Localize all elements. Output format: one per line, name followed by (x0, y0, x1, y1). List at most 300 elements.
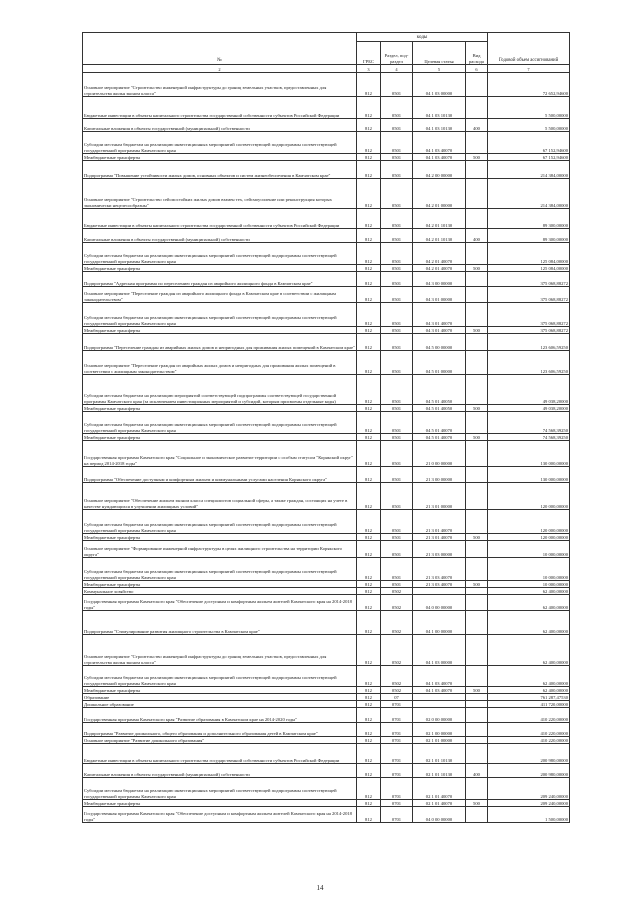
table-row (83, 635, 570, 666)
row-target-article: 21 0 00 00000 (413, 441, 466, 467)
row-sum: 209 240,00000 (488, 778, 570, 800)
row-sum: 10 000,00000 (488, 558, 570, 581)
row-section: 0501 (381, 541, 413, 558)
row-section: 0501 (381, 243, 413, 265)
row-expense-type (466, 744, 488, 764)
row-name: Капитальные вложения в объекты государственной (муниципальной) собственности (83, 764, 357, 778)
table-row (83, 375, 570, 405)
row-grbs: 812 (357, 73, 381, 97)
row-section: 0501 (381, 73, 413, 97)
row-grbs: 812 (357, 744, 381, 764)
row-expense-type: 500 (466, 265, 488, 272)
row-section: 0701 (381, 778, 413, 800)
row-expense-type: 500 (466, 154, 488, 161)
budget-table (82, 32, 570, 823)
table-row (83, 154, 570, 161)
row-section: 0701 (381, 708, 413, 723)
row-name: Субсидии местным бюджетам на реализацию инвестиционных мероприятий соответствующей подпрограммы соответствующей государственной программы Камчатского края (83, 666, 357, 687)
row-target-article: 04 2 01 00000 (413, 179, 466, 209)
row-sum: 74 568,39250 (488, 434, 570, 441)
table-row (83, 334, 570, 351)
row-expense-type (466, 483, 488, 510)
row-sum: 120 000,00000 (488, 534, 570, 541)
row-expense-type (466, 132, 488, 154)
table-row (83, 701, 570, 708)
table-row (83, 243, 570, 265)
table-row (83, 611, 570, 635)
table-row (83, 303, 570, 327)
row-sum: 200 980,00000 (488, 744, 570, 764)
row-expense-type (466, 441, 488, 467)
row-expense-type: 500 (466, 434, 488, 441)
row-name: Основное мероприятие "Переселение граждан из аварийного жилищного фонда в Камчатском крае в соответствии с жилищным законодательством" (83, 287, 357, 303)
row-sum: 62 400,00000 (488, 666, 570, 687)
row-grbs: 812 (357, 778, 381, 800)
row-name: Капитальные вложения в объекты государственной (муниципальной) собственности (83, 229, 357, 243)
row-sum: 10 000,00000 (488, 581, 570, 588)
row-sum: 200 980,00000 (488, 764, 570, 778)
row-target-article: 02 1 01 10130 (413, 744, 466, 764)
row-sum: 67 152,94600 (488, 154, 570, 161)
table-row (83, 666, 570, 687)
row-grbs: 812 (357, 764, 381, 778)
row-name: Межбюджетные трансферты (83, 327, 357, 334)
row-name: Межбюджетные трансферты (83, 434, 357, 441)
row-section: 0502 (381, 635, 413, 666)
row-sum: 62 400,00000 (488, 588, 570, 595)
row-expense-type (466, 541, 488, 558)
row-target-article (413, 588, 466, 595)
row-expense-type: 500 (466, 800, 488, 807)
table-row (83, 534, 570, 541)
row-expense-type (466, 694, 488, 701)
table-row (83, 510, 570, 534)
row-target-article: 04 5 01 40050 (413, 405, 466, 412)
row-sum: 10 000,00000 (488, 541, 570, 558)
row-target-article: 21 3 01 40070 (413, 534, 466, 541)
row-section: 0701 (381, 744, 413, 764)
row-section: 0701 (381, 800, 413, 807)
row-sum: 411 720,00000 (488, 701, 570, 708)
row-name: Государственная программа Камчатского края "Социальное и экономическое развитие территории с особым статусом "Корякский округ" на период 2014-2018 годы" (83, 441, 357, 467)
row-target-article: 04 0 00 00000 (413, 807, 466, 823)
row-sum: 67 152,94600 (488, 132, 570, 154)
row-expense-type (466, 708, 488, 723)
row-sum: 410 220,00000 (488, 737, 570, 744)
row-name: Основное мероприятие "Строительство сейсмостойких жилых домов взамен тех, сейсмоусиление или реконструкция которых экономически нецелесообразны" (83, 179, 357, 209)
table-row (83, 558, 570, 581)
row-sum: 125 084,00000 (488, 243, 570, 265)
row-expense-type (466, 73, 488, 97)
row-name: Основное мероприятие "Строительство инженерной инфраструктуры до границ земельных участков, предоставленных для строительства жилья эконом класса" (83, 73, 357, 97)
row-grbs: 812 (357, 272, 381, 287)
row-section: 0501 (381, 303, 413, 327)
table-row (83, 708, 570, 723)
row-sum: 761 287,47530 (488, 694, 570, 701)
row-grbs: 812 (357, 209, 381, 229)
table-row (83, 434, 570, 441)
row-target-article: 04 3 01 40070 (413, 327, 466, 334)
header-section: Раздел, под- раздел (381, 42, 413, 65)
row-section: 0501 (381, 209, 413, 229)
row-target-article: 02 1 01 00000 (413, 737, 466, 744)
row-target-article: 04 1 00 00000 (413, 611, 466, 635)
row-expense-type: 500 (466, 405, 488, 412)
row-grbs: 812 (357, 179, 381, 209)
row-expense-type (466, 351, 488, 375)
row-sum: 209 240,00000 (488, 800, 570, 807)
column-index: 2 (83, 65, 357, 73)
row-sum: 5 500,00000 (488, 97, 570, 119)
row-section: 0502 (381, 611, 413, 635)
row-name: Подпрограмма "Обеспечение доступным и комфортным жильем и коммунальными услугами населения Корякского округа" (83, 467, 357, 483)
row-name: Государственная программа Камчатского края "Обеспечение доступным и комфортным жильем жителей Камчатского края на 2014-2018 годы" (83, 807, 357, 823)
row-target-article: 04 1 03 40070 (413, 154, 466, 161)
table-row (83, 588, 570, 595)
row-sum: 410 220,00000 (488, 708, 570, 723)
row-grbs: 812 (357, 97, 381, 119)
header-target-article: Целевая статья (413, 42, 466, 65)
row-name: Бюджетные инвестиции в объекты капитального строительства государственной собственности субъектов Российской Федерации (83, 209, 357, 229)
row-target-article: 04 5 01 40050 (413, 375, 466, 405)
row-grbs: 812 (357, 441, 381, 467)
table-row (83, 287, 570, 303)
row-target-article: 02 1 01 40070 (413, 778, 466, 800)
row-sum: 125 084,00000 (488, 265, 570, 272)
row-section: 0502 (381, 588, 413, 595)
row-target-article: 04 1 03 10130 (413, 119, 466, 132)
row-section: 0701 (381, 764, 413, 778)
row-expense-type (466, 161, 488, 179)
row-sum: 74 568,39250 (488, 412, 570, 434)
row-grbs: 812 (357, 666, 381, 687)
table-row (83, 179, 570, 209)
row-target-article (413, 694, 466, 701)
row-target-article: 21 3 01 40070 (413, 510, 466, 534)
row-name: Межбюджетные трансферты (83, 800, 357, 807)
row-expense-type (466, 737, 488, 744)
column-index: 4 (381, 65, 413, 73)
row-target-article: 02 1 01 40070 (413, 800, 466, 807)
row-expense-type (466, 209, 488, 229)
column-index: 7 (488, 65, 570, 73)
row-grbs: 812 (357, 708, 381, 723)
row-name: Межбюджетные трансферты (83, 405, 357, 412)
row-grbs: 812 (357, 327, 381, 334)
row-name: Межбюджетные трансферты (83, 154, 357, 161)
table-row (83, 412, 570, 434)
row-grbs: 812 (357, 132, 381, 154)
row-expense-type: 500 (466, 581, 488, 588)
row-section: 0501 (381, 154, 413, 161)
row-target-article: 21 3 00 00000 (413, 467, 466, 483)
row-expense-type (466, 807, 488, 823)
row-name: Субсидии местным бюджетам на реализацию инвестиционных мероприятий соответствующей подпрограммы соответствующей государственной программы Камчатского края (83, 303, 357, 327)
row-sum: 89 300,00000 (488, 209, 570, 229)
row-sum: 375 068,88272 (488, 327, 570, 334)
column-index-row (83, 65, 570, 73)
row-target-article: 21 3 03 40070 (413, 581, 466, 588)
table-row (83, 265, 570, 272)
row-section: 0501 (381, 434, 413, 441)
row-target-article: 21 3 03 40070 (413, 558, 466, 581)
row-section: 0701 (381, 807, 413, 823)
row-section: 0502 (381, 595, 413, 611)
row-grbs: 812 (357, 581, 381, 588)
table-row (83, 737, 570, 744)
row-expense-type (466, 723, 488, 737)
row-name: Подпрограмма "Повышение устойчивости жилых домов, основных объектов и систем жизнеобеспечения в Камчатском крае" (83, 161, 357, 179)
row-name: Государственная программа Камчатского края "Развитие образования в Камчатском крае на 2014-2020 годы" (83, 708, 357, 723)
row-expense-type (466, 701, 488, 708)
column-index: 5 (413, 65, 466, 73)
row-name: Коммунальное хозяйство (83, 588, 357, 595)
row-sum: 1 500,00000 (488, 807, 570, 823)
row-grbs: 812 (357, 595, 381, 611)
row-expense-type (466, 412, 488, 434)
row-name: Подпрограмма "Переселение граждан из аварийных жилых домов и непригодных для проживания жилых помещений в Камчатском крае" (83, 334, 357, 351)
row-grbs: 812 (357, 154, 381, 161)
row-grbs: 812 (357, 287, 381, 303)
table-row (83, 97, 570, 119)
row-section: 0501 (381, 581, 413, 588)
page-number: 14 (316, 884, 324, 892)
row-grbs: 812 (357, 800, 381, 807)
row-target-article: 04 3 01 00000 (413, 287, 466, 303)
header-codes: коды (357, 33, 488, 42)
row-section: 0501 (381, 405, 413, 412)
row-expense-type: 400 (466, 119, 488, 132)
row-section: 07 (381, 694, 413, 701)
row-target-article: 02 1 00 00000 (413, 723, 466, 737)
row-target-article: 02 1 01 10130 (413, 764, 466, 778)
row-sum: 123 606,59250 (488, 351, 570, 375)
row-sum: 62 400,00000 (488, 595, 570, 611)
row-section: 0501 (381, 265, 413, 272)
row-grbs: 812 (357, 334, 381, 351)
row-grbs: 812 (357, 161, 381, 179)
row-target-article: 04 2 00 00000 (413, 161, 466, 179)
table-row (83, 694, 570, 701)
header-grbs: ГРБС (357, 42, 381, 65)
row-name: Субсидии местным бюджетам на реализацию инвестиционных мероприятий соответствующей подпрограммы соответствующей государственной программы Камчатского края (83, 558, 357, 581)
row-sum: 62 400,00000 (488, 611, 570, 635)
row-section: 0501 (381, 229, 413, 243)
row-section: 0501 (381, 327, 413, 334)
row-section: 0501 (381, 179, 413, 209)
row-target-article: 04 1 03 00000 (413, 635, 466, 666)
row-expense-type (466, 303, 488, 327)
row-name: Субсидии местным бюджетам на реализацию инвестиционных мероприятий соответствующей подпрограммы соответствующей государственной программы Камчатского края (83, 778, 357, 800)
row-grbs: 812 (357, 588, 381, 595)
row-target-article: 04 1 03 00000 (413, 73, 466, 97)
row-expense-type: 500 (466, 327, 488, 334)
row-target-article: 04 1 03 40070 (413, 666, 466, 687)
row-sum: 5 500,00000 (488, 119, 570, 132)
row-name: Образование (83, 694, 357, 701)
row-name: Основное мероприятие "Формирование инженерной инфраструктуры в целях жилищного строительства на территории Корякского округа" (83, 541, 357, 558)
row-target-article: 04 2 01 10130 (413, 229, 466, 243)
table-row (83, 119, 570, 132)
row-sum: 375 068,88272 (488, 303, 570, 327)
row-expense-type (466, 588, 488, 595)
row-grbs: 812 (357, 375, 381, 405)
row-sum: 49 038,20000 (488, 405, 570, 412)
table-row (83, 483, 570, 510)
row-name: Субсидии местным бюджетам на реализацию инвестиционных мероприятий соответствующей подпрограммы соответствующей государственной программы Камчатского края (83, 132, 357, 154)
row-target-article: 04 5 01 40070 (413, 434, 466, 441)
row-target-article: 04 3 00 00000 (413, 272, 466, 287)
row-sum: 410 220,00000 (488, 723, 570, 737)
row-sum: 62 400,00000 (488, 687, 570, 694)
row-grbs: 812 (357, 558, 381, 581)
row-name: Субсидии местным бюджетам на реализацию инвестиционных мероприятий соответствующей подпрограммы соответствующей государственной программы Камчатского края (83, 243, 357, 265)
row-name: Подпрограмма "Стимулирование развития жилищного строительства в Камчатском крае" (83, 611, 357, 635)
row-target-article: 21 3 03 00000 (413, 541, 466, 558)
row-name: Дошкольное образование (83, 701, 357, 708)
row-expense-type (466, 778, 488, 800)
row-name: Субсидии местным бюджетам на реализацию инвестиционных мероприятий соответствующей подпрограммы соответствующей государственной программы Камчатского края (83, 412, 357, 434)
table-body (83, 65, 570, 823)
row-name: Подпрограмма "Адресная программа по переселению граждан из аварийного жилищного фонда в Камчатском крае" (83, 272, 357, 287)
row-name: Межбюджетные трансферты (83, 687, 357, 694)
row-name: Основное мероприятие "Строительство инженерной инфраструктуры до границ земельных участков, предоставленных для строительства жилья эконом класса" (83, 635, 357, 666)
table-row (83, 327, 570, 334)
row-grbs: 812 (357, 635, 381, 666)
table-row (83, 161, 570, 179)
row-expense-type: 400 (466, 764, 488, 778)
row-section: 0701 (381, 701, 413, 708)
row-grbs: 812 (357, 701, 381, 708)
row-section: 0701 (381, 723, 413, 737)
row-target-article: 02 0 00 00000 (413, 708, 466, 723)
row-sum: 120 000,00000 (488, 510, 570, 534)
table-row (83, 229, 570, 243)
row-grbs: 812 (357, 541, 381, 558)
table-row (83, 351, 570, 375)
row-section: 0501 (381, 412, 413, 434)
row-grbs: 812 (357, 483, 381, 510)
row-expense-type: 400 (466, 229, 488, 243)
row-sum: 130 000,00000 (488, 467, 570, 483)
row-name: Основное мероприятие "Переселение граждан из аварийных жилых домов и непригодных для проживания жилых помещений в соответствии с жилищным законодательством" (83, 351, 357, 375)
table-row (83, 744, 570, 764)
row-section: 0501 (381, 272, 413, 287)
row-target-article: 04 5 01 00000 (413, 351, 466, 375)
table-row (83, 581, 570, 588)
row-name: Основное мероприятие "Обеспечение жильем эконом класса специалистов социальной сферы, а также граждан, состоящих на учете в качестве нуждающихся в улучшении жилищных условий" (83, 483, 357, 510)
row-section: 0501 (381, 483, 413, 510)
row-target-article: 04 5 01 40070 (413, 412, 466, 434)
row-grbs: 812 (357, 265, 381, 272)
column-index: 3 (357, 65, 381, 73)
table-row (83, 541, 570, 558)
row-expense-type (466, 595, 488, 611)
row-section: 0501 (381, 375, 413, 405)
table-row (83, 467, 570, 483)
row-section: 0501 (381, 467, 413, 483)
row-target-article: 04 2 01 10130 (413, 209, 466, 229)
table-row (83, 272, 570, 287)
row-section: 0701 (381, 737, 413, 744)
row-grbs: 812 (357, 119, 381, 132)
row-target-article: 04 5 00 00000 (413, 334, 466, 351)
row-grbs: 812 (357, 723, 381, 737)
row-expense-type (466, 467, 488, 483)
table-row (83, 800, 570, 807)
row-grbs: 812 (357, 412, 381, 434)
row-sum: 120 000,00000 (488, 483, 570, 510)
row-grbs: 812 (357, 405, 381, 412)
row-grbs: 812 (357, 737, 381, 744)
row-expense-type (466, 611, 488, 635)
row-section: 0501 (381, 534, 413, 541)
table-row (83, 405, 570, 412)
row-grbs: 812 (357, 434, 381, 441)
table-row (83, 723, 570, 737)
header-number: № (83, 33, 357, 65)
row-name: Субсидии местным бюджетам на реализацию инвестиционных мероприятий соответствующей подпрограммы соответствующей государственной программы Камчатского края (83, 510, 357, 534)
row-sum: 89 300,00000 (488, 229, 570, 243)
row-expense-type (466, 510, 488, 534)
row-section: 0501 (381, 441, 413, 467)
table-row (83, 441, 570, 467)
row-grbs: 812 (357, 229, 381, 243)
row-sum: 49 038,20000 (488, 375, 570, 405)
table-row (83, 687, 570, 694)
table-header (83, 33, 570, 65)
row-expense-type (466, 272, 488, 287)
row-name: Бюджетные инвестиции в объекты капитального строительства государственной собственности субъектов Российской Федерации (83, 97, 357, 119)
row-expense-type (466, 635, 488, 666)
row-sum: 375 068,88272 (488, 272, 570, 287)
row-section: 0501 (381, 510, 413, 534)
row-section: 0501 (381, 334, 413, 351)
row-grbs: 812 (357, 534, 381, 541)
row-target-article: 04 1 03 10130 (413, 97, 466, 119)
row-target-article (413, 701, 466, 708)
row-expense-type (466, 97, 488, 119)
table-row (83, 595, 570, 611)
row-sum: 130 000,00000 (488, 441, 570, 467)
row-target-article: 21 3 01 00000 (413, 483, 466, 510)
row-name: Капитальные вложения в объекты государственной (муниципальной) собственности (83, 119, 357, 132)
row-sum: 214 384,00000 (488, 161, 570, 179)
row-expense-type: 500 (466, 534, 488, 541)
row-expense-type (466, 558, 488, 581)
row-name: Субсидии местным бюджетам на реализацию мероприятий соответствующей подпрограммы соответствующей государственной программы Камчатского края (за исключением инвестиционных мероприятий и субсидий, которым присвоены отдельные коды) (83, 375, 357, 405)
row-section: 0501 (381, 161, 413, 179)
row-section: 0501 (381, 558, 413, 581)
row-expense-type (466, 666, 488, 687)
row-grbs: 812 (357, 303, 381, 327)
row-sum: 214 384,00000 (488, 179, 570, 209)
row-grbs: 812 (357, 243, 381, 265)
table-row (83, 807, 570, 823)
row-grbs: 812 (357, 351, 381, 375)
row-section: 0502 (381, 687, 413, 694)
row-expense-type (466, 334, 488, 351)
row-expense-type (466, 287, 488, 303)
row-grbs: 812 (357, 807, 381, 823)
row-grbs: 812 (357, 611, 381, 635)
row-section: 0501 (381, 351, 413, 375)
row-target-article: 04 0 00 00000 (413, 595, 466, 611)
row-name: Подпрограмма "Развитие дошкольного, общего образования и дополнительного образования детей в Камчатском крае" (83, 723, 357, 737)
row-target-article: 04 3 01 40070 (413, 303, 466, 327)
row-sum: 375 068,88272 (488, 287, 570, 303)
row-section: 0502 (381, 666, 413, 687)
